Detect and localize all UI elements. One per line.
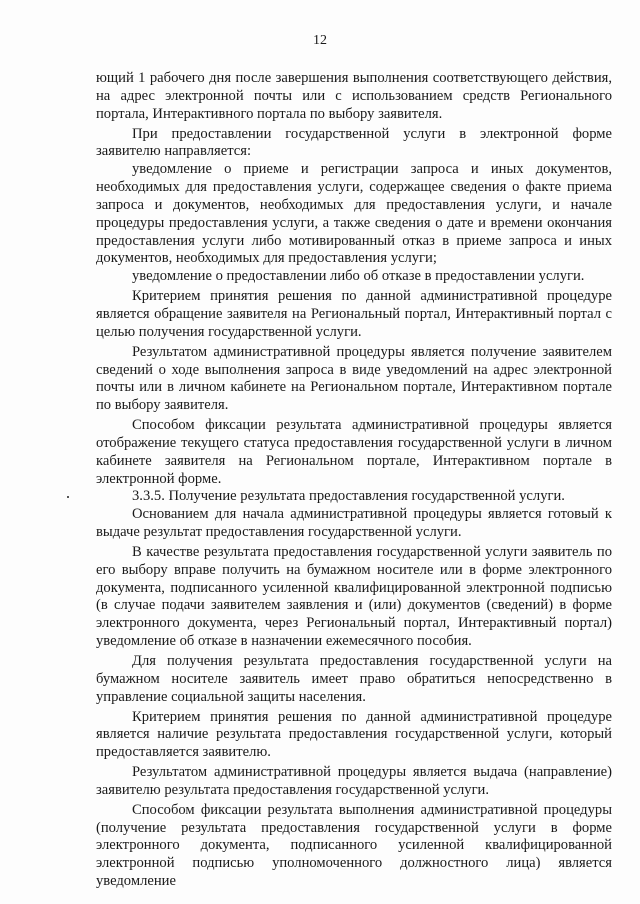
paragraph-result-form: В качестве результата предоставления государственной услуги заявитель по его выбору вправе получить на бумажном носителе или в форме электронного документа, подписанного усиленной квалифицированной электронной подписью (в случае подачи заявителем заявления и (или) документов (сведений) в форме электронного документа, через Региональный портал, Интерактивный портал) уведомление об отказе в назначении ежемесячного пособия. [96,543,612,650]
margin-mark [67,496,69,498]
section-heading-3-3-5: 3.3.5. Получение результата предоставления государственной услуги. [132,488,565,505]
page-number: 12 [313,33,327,48]
paragraph-result-recording-2: Способом фиксации результата выполнения административной процедуры (получение результата предоставления государственной услуги в форме электронного документа, подписанного усиленной квалифицированной электронной подписью уполномоченного должностного лица) является уведомление [96,801,612,890]
paragraph-continuation: ющий 1 рабочего дня после завершения выполнения соответствующего действия, на адрес электронной почты или с использованием средств Регионального портала, Интерактивного портала по выбору заявителя. [96,70,612,122]
paragraph-procedure-result-2: Результатом административной процедуры является выдача (направление) заявителю результата предоставления государственной услуги. [96,764,612,798]
paragraph-notification-receipt: уведомление о приеме и регистрации запроса и иных документов, необходимых для предоставления услуги, содержащее сведения о факте приема запроса и документов, необходимых для предоставления услуги, и начале процедуры предоставления услуги, а также сведения о дате и времени окончания предоставления услуги либо мотивированный отказ в приеме запроса и иных документов, необходимых для предоставления услуги; [96,161,612,267]
paragraph-paper-result: Для получения результата предоставления государственной услуги на бумажном носителе заявитель имеет право обратиться непосредственно в управление социальной защиты населения. [96,653,612,705]
paragraph-notification-decision: уведомление о предоставлении либо об отказе в предоставлении услуги. [132,268,585,285]
paragraph-decision-criterion-2: Критерием принятия решения по данной административной процедуре является наличие результата предоставления государственной услуги, который предоставляется заявителю. [96,708,612,761]
document-body [96,70,612,891]
paragraph-decision-criterion: Критерием принятия решения по данной административной процедуре является обращение заявителя на Региональный портал, Интерактивный портал с целью получения государственной услуги. [96,288,612,340]
paragraph-procedure-result: Результатом административной процедуры является получение заявителем сведений о ходе выполнения запроса в виде уведомлений на адрес электронной почты или в личном кабинете на Региональном портале, Интерактивном портале по выбору заявителя. [96,343,612,414]
paragraph-electronic-form-intro: При предоставлении государственной услуги в электронной форме заявителю направляется: [96,125,612,160]
paragraph-result-recording: Способом фиксации результата административной процедуры является отображение текущего статуса предоставления государственной услуги в личном кабинете заявителя на Региональном портале, Интерактивном портале в электронной форме. [96,417,612,487]
paragraph-procedure-basis: Основанием для начала административной процедуры является готовый к выдаче результат предоставления государственной услуги. [96,506,612,541]
